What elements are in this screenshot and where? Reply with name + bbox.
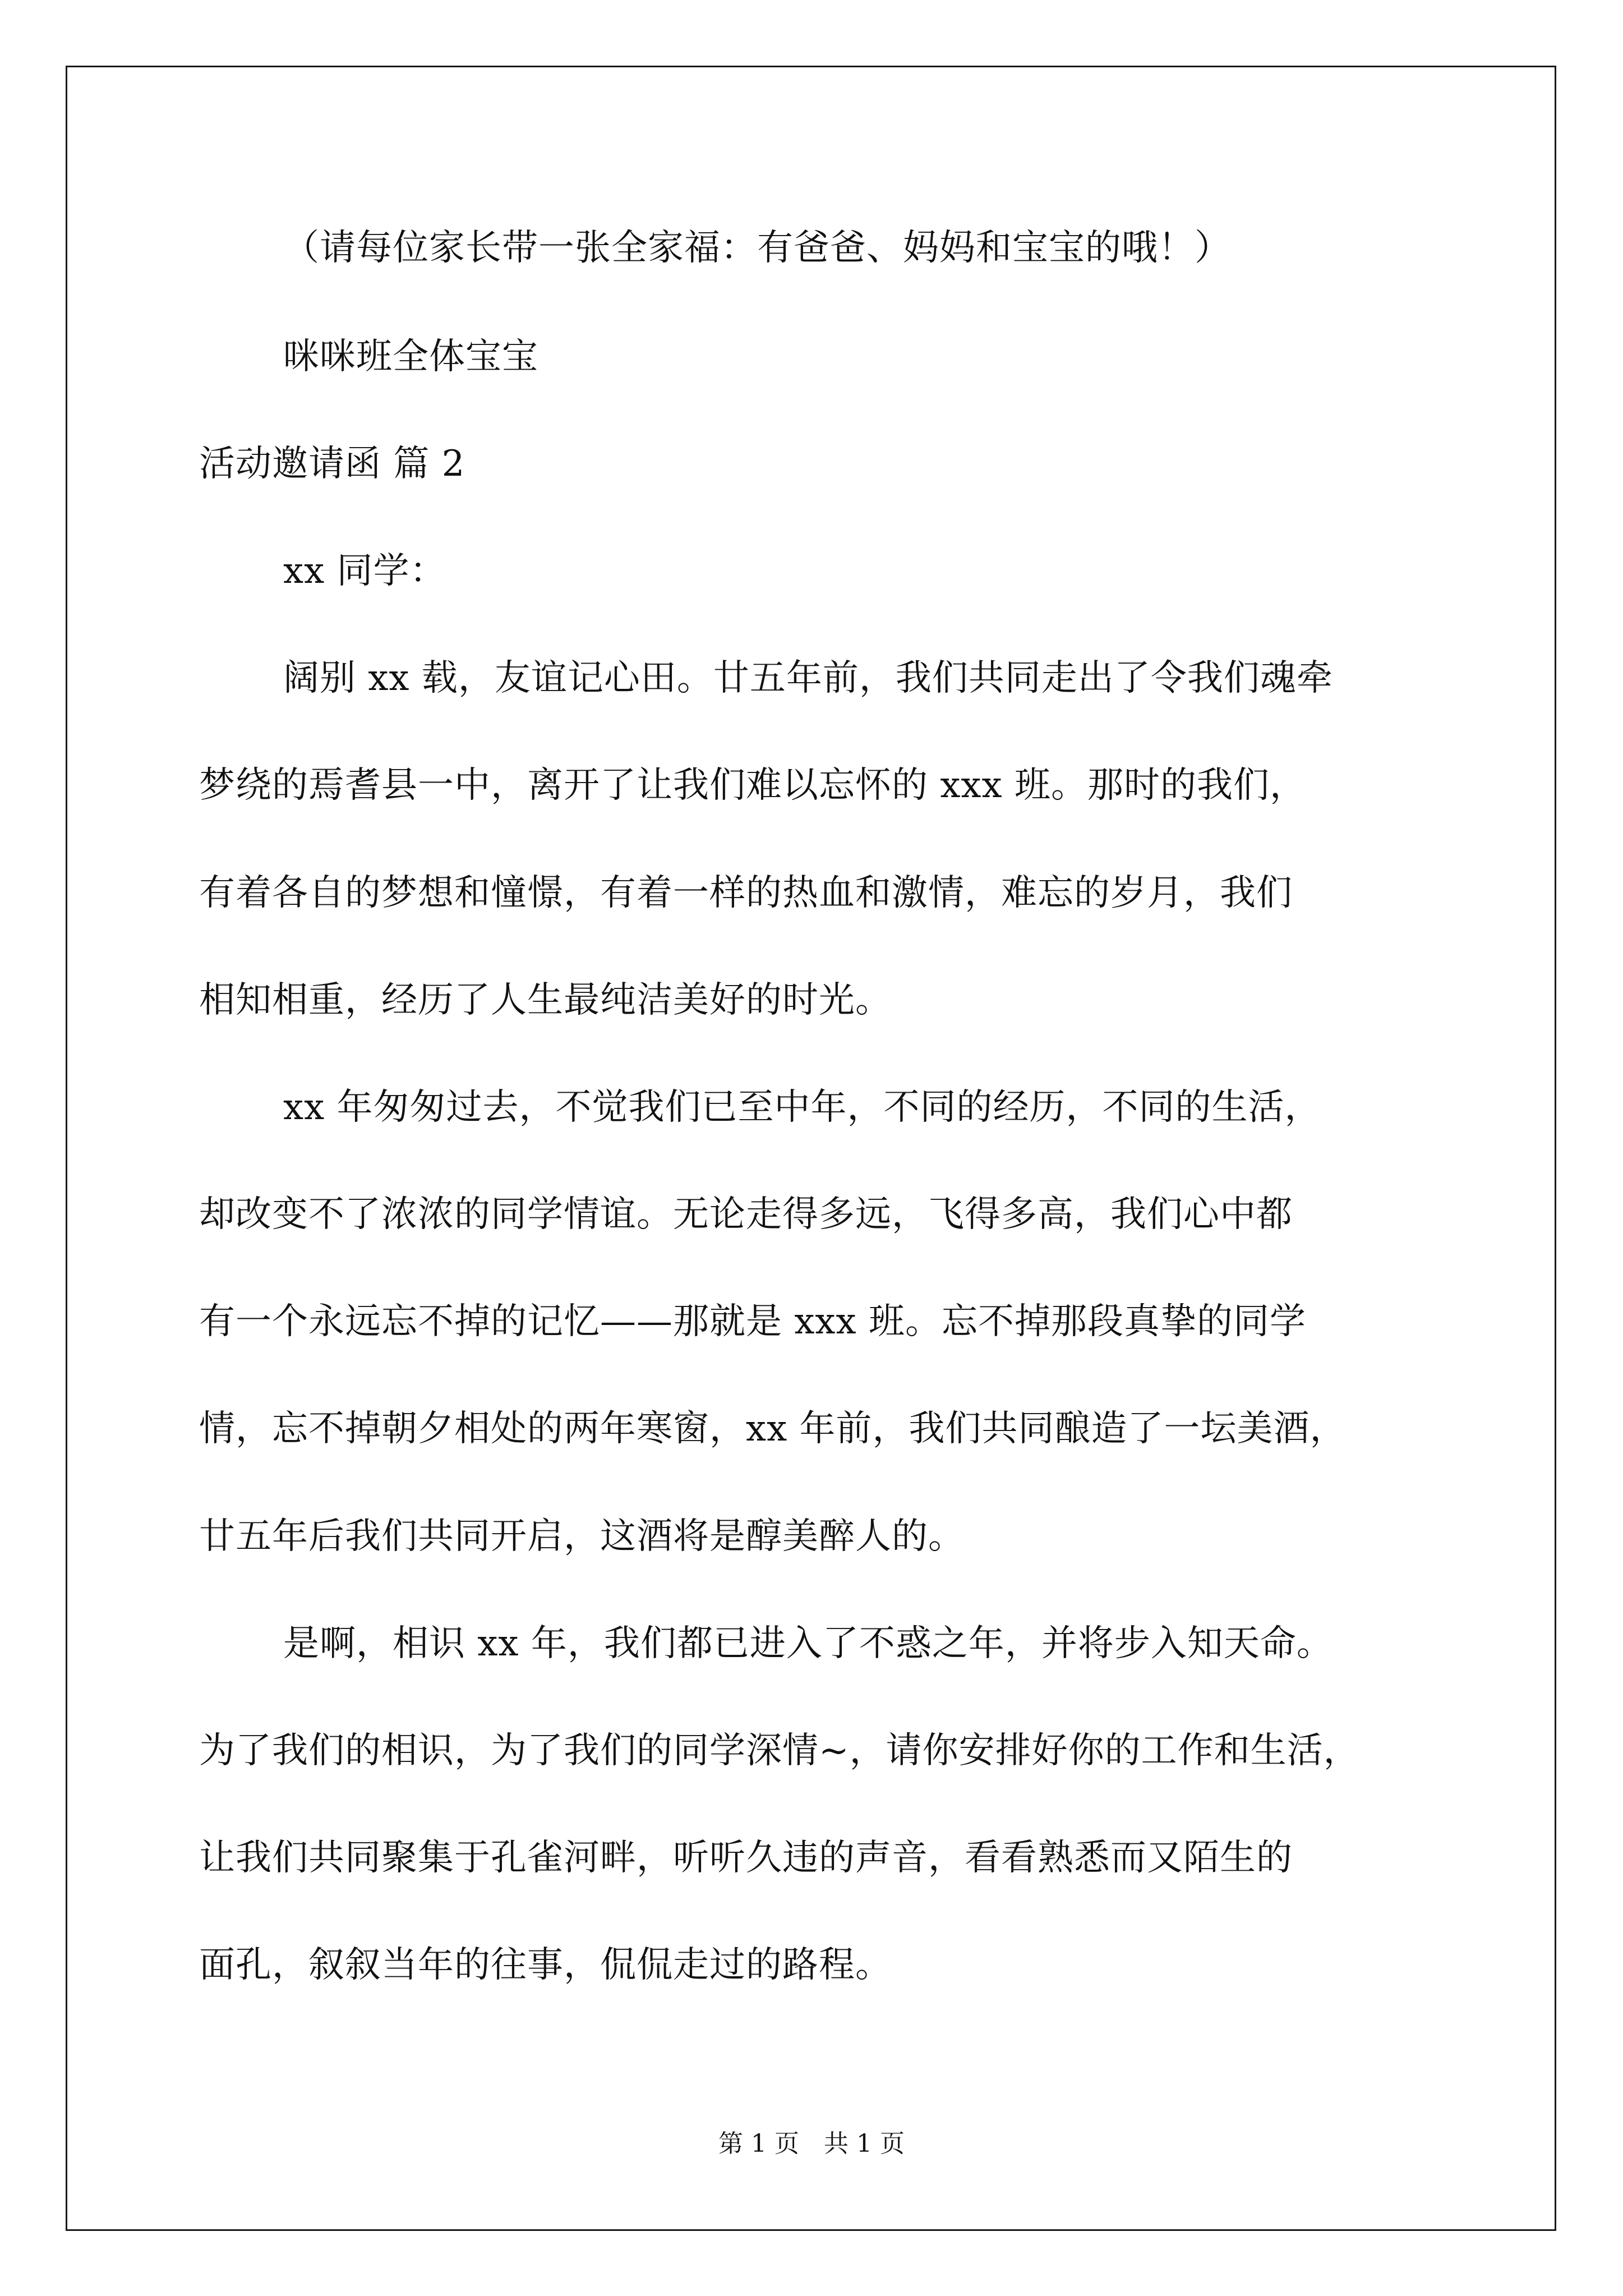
salutation: xx 同学： (283, 550, 446, 592)
paragraph-3-line-3: 让我们共同聚集于孔雀河畔，听听久违的声音，看看熟悉而又陌生的 (199, 1837, 1293, 1879)
paragraph-1-line-2: 梦绕的焉耆县一中，离开了让我们难以忘怀的 xxx 班。那时的我们， (199, 765, 1306, 806)
paragraph-3-line-4: 面孔，叙叙当年的往事，侃侃走过的路程。 (199, 1944, 892, 1986)
section-heading: 活动邀请函 篇 2 (199, 443, 465, 485)
paragraph-2-line-2: 却改变不了浓浓的同学情谊。无论走得多远，飞得多高，我们心中都 (199, 1194, 1293, 1235)
paragraph-2-line-5: 廿五年后我们共同开启，这酒将是醇美醉人的。 (199, 1516, 965, 1557)
paragraph-2-line-1: xx 年匆匆过去，不觉我们已至中年，不同的经历，不同的生活， (283, 1087, 1321, 1128)
signature-class: 咪咪班全体宝宝 (283, 336, 538, 378)
paragraph-3-line-1: 是啊，相识 xx 年，我们都已进入了不惑之年，并将步入知天命。 (283, 1623, 1333, 1664)
page-border (66, 66, 1556, 2231)
parent-note: （请每位家长带一张全家福：有爸爸、妈妈和宝宝的哦！） (283, 227, 1231, 269)
paragraph-1-line-4: 相知相重，经历了人生最纯洁美好的时光。 (199, 979, 892, 1021)
paragraph-1-line-1: 阔别 xx 载，友谊记心田。廿五年前，我们共同走出了令我们魂牵 (283, 657, 1333, 699)
paragraph-3-line-2: 为了我们的相识，为了我们的同学深情~，请你安排好你的工作和生活， (199, 1730, 1360, 1772)
paragraph-2-line-3: 有一个永远忘不掉的记忆——那就是 xxx 班。忘不掉那段真挚的同学 (199, 1301, 1306, 1342)
paragraph-1-line-3: 有着各自的梦想和憧憬，有着一样的热血和激情，难忘的岁月，我们 (199, 872, 1293, 914)
paragraph-2-line-4: 情，忘不掉朝夕相处的两年寒窗，xx 年前，我们共同酿造了一坛美酒， (199, 1408, 1347, 1450)
page-number-footer: 第 1 页 共 1 页 (718, 2129, 905, 2158)
